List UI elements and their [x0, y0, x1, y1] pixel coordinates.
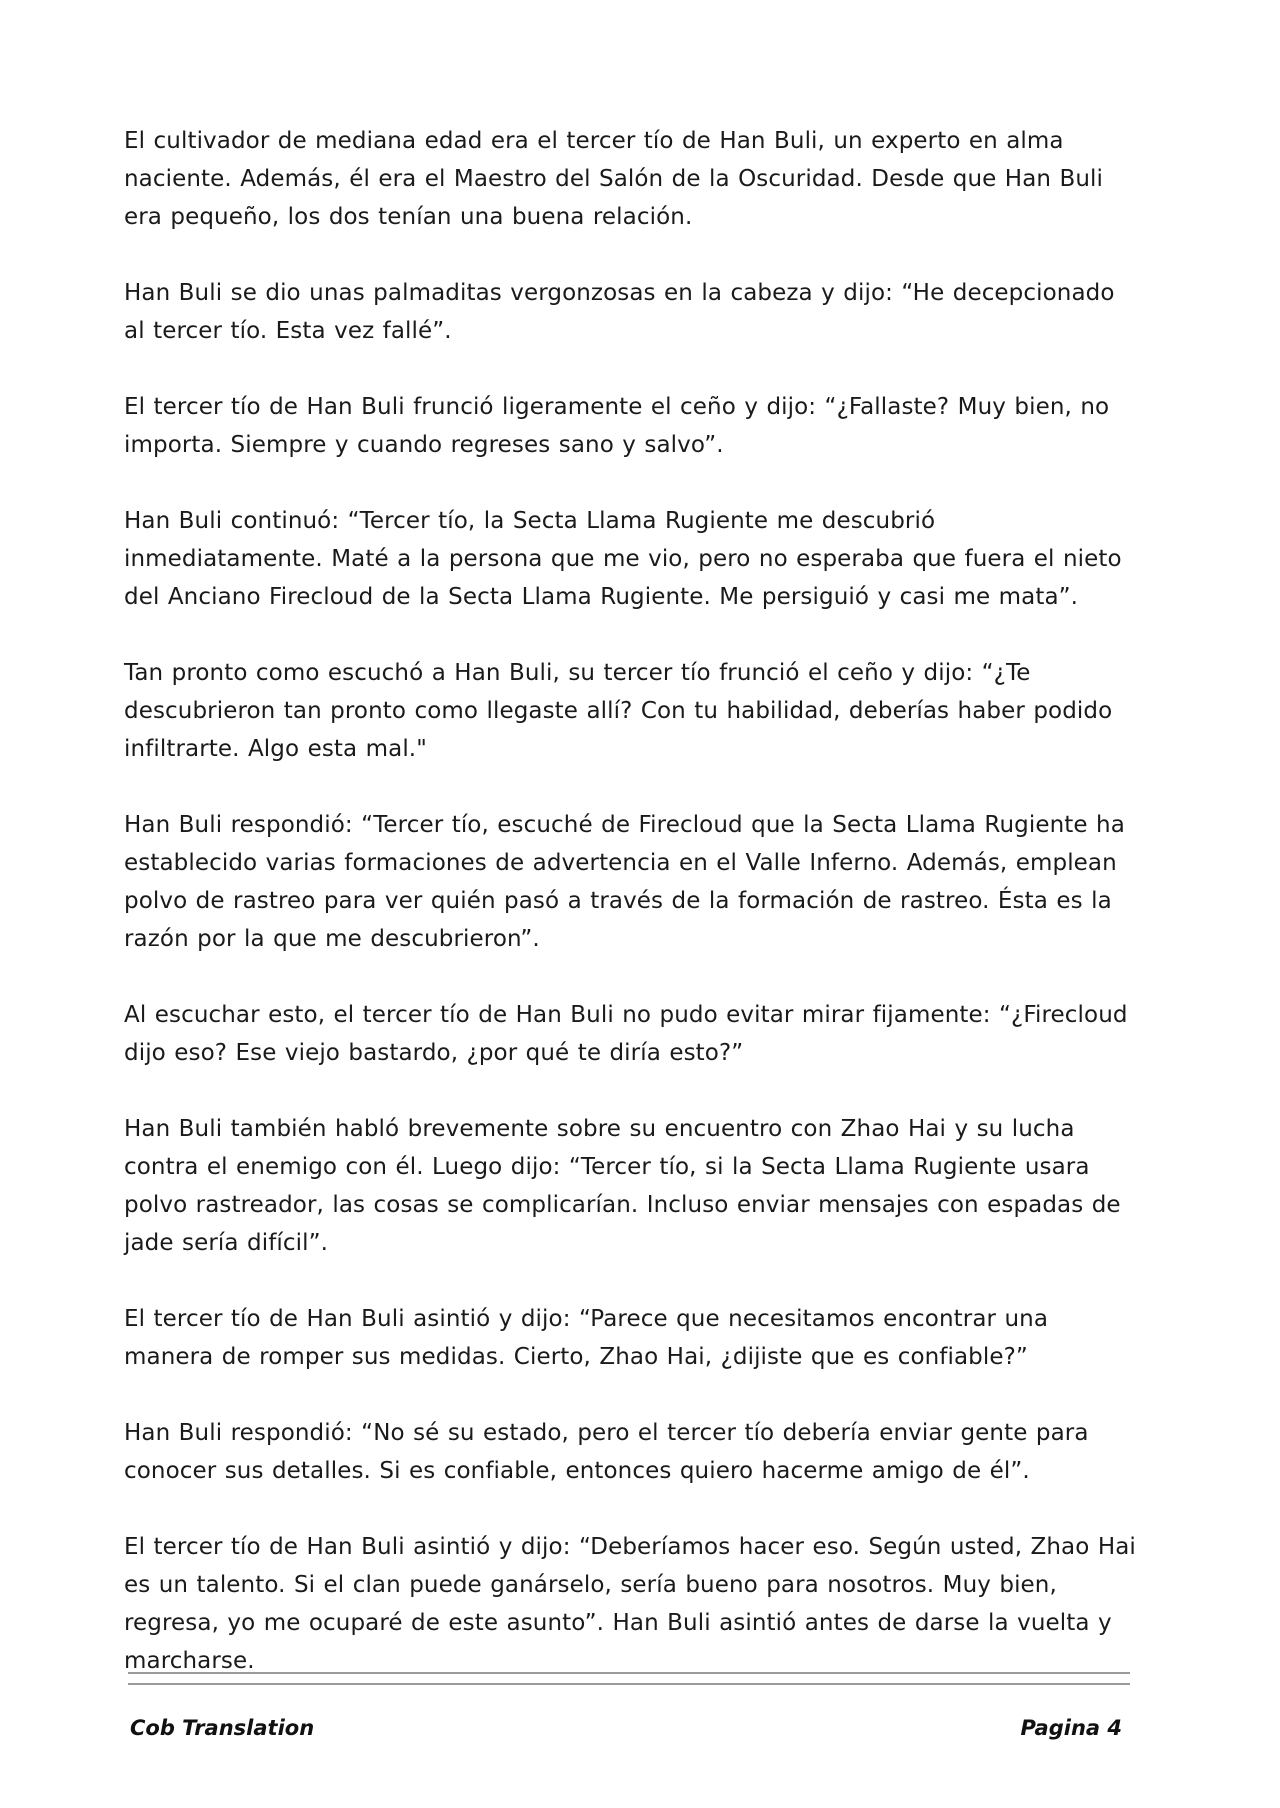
- paragraph: El tercer tío de Han Buli frunció ligeramente el ceño y dijo: “¿Fallaste? Muy bien, no importa. Siempre y cuando regreses sano y salvo”.: [124, 394, 1110, 458]
- paragraph: Han Buli se dio unas palmaditas vergonzosas en la cabeza y dijo: “He decepcionado al tercer tío. Esta vez fallé”.: [124, 280, 1115, 344]
- footer-divider-top: [128, 1672, 1130, 1674]
- paragraph: Han Buli respondió: “Tercer tío, escuché de Firecloud que la Secta Llama Rugiente ha establecido varias formaciones de advertencia en el Valle Inferno. Además, emplean polvo de rastreo para ver quién pasó a través de la formación de rastreo. Ésta es la razón por la que me descubrieron”.: [124, 812, 1125, 952]
- footer-translator-name: Cob Translation: [130, 1716, 315, 1740]
- footer-divider-bottom: [128, 1683, 1130, 1685]
- paragraph: Tan pronto como escuchó a Han Buli, su tercer tío frunció el ceño y dijo: “¿Te descubrieron tan pronto como llegaste allí? Con tu habilidad, deberías haber podido infiltrarte. Algo esta mal.": [124, 660, 1113, 762]
- paragraph: Han Buli también habló brevemente sobre su encuentro con Zhao Hai y su lucha contra el enemigo con él. Luego dijo: “Tercer tío, si la Secta Llama Rugiente usara polvo rastreador, las cosas se complicarían. Incluso enviar mensajes con espadas de jade sería difícil”.: [124, 1116, 1121, 1256]
- body-text: [124, 122, 1142, 1718]
- paragraph: Han Buli continuó: “Tercer tío, la Secta Llama Rugiente me descubrió inmediatamente. Maté a la persona que me vio, pero no esperaba que fuera el nieto del Anciano Firecloud de la Secta Llama Rugiente. Me persiguió y casi me mata”.: [124, 508, 1122, 610]
- paragraph: El tercer tío de Han Buli asintió y dijo: “Deberíamos hacer eso. Según usted, Zhao Hai es un talento. Si el clan puede ganárselo, sería bueno para nosotros. Muy bien, regresa, yo me ocuparé de este asunto”. Han Buli asintió antes de darse la vuelta y marcharse.: [124, 1534, 1136, 1674]
- paragraph: El tercer tío de Han Buli asintió y dijo: “Parece que necesitamos encontrar una manera de romper sus medidas. Cierto, Zhao Hai, ¿dijiste que es confiable?”: [124, 1306, 1049, 1370]
- paragraph: Al escuchar esto, el tercer tío de Han Buli no pudo evitar mirar fijamente: “¿Firecloud dijo eso? Ese viejo bastardo, ¿por qué te diría esto?”: [124, 1002, 1128, 1066]
- paragraph: Han Buli respondió: “No sé su estado, pero el tercer tío debería enviar gente para conocer sus detalles. Si es confiable, entonces quiero hacerme amigo de él”.: [124, 1420, 1089, 1484]
- paragraph: El cultivador de mediana edad era el tercer tío de Han Buli, un experto en alma naciente. Además, él era el Maestro del Salón de la Oscuridad. Desde que Han Buli era pequeño, los dos tenían una buena relación.: [124, 128, 1104, 230]
- footer-page-number: Pagina 4: [1020, 1716, 1122, 1740]
